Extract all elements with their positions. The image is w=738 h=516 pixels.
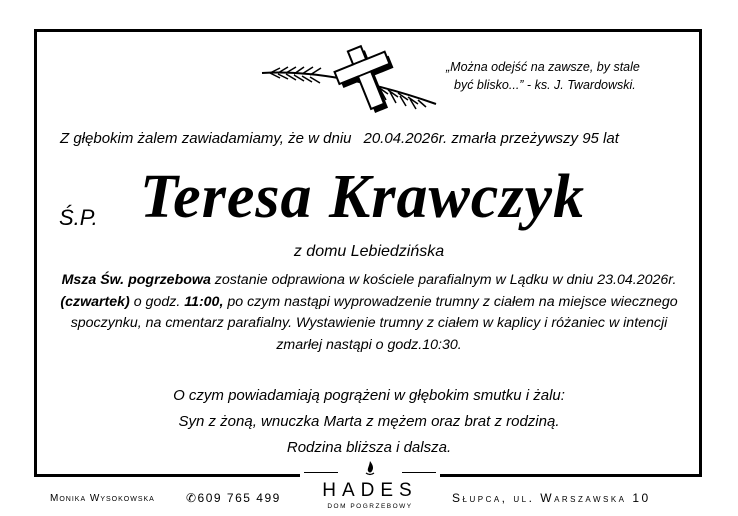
announcement [60, 130, 700, 147]
logo-line-left [304, 472, 338, 473]
mass-text-3: po czym nastąpi wyprowadzenie trumny z ciałem na miejsce wiecznego spoczynku, na cmentarz parafialny. Wystawienie trumny z ciałem w kaplicy i różaniec w intencji zmarłej nastąpi o godz.10:30. [70, 293, 678, 353]
mass-info [56, 270, 682, 356]
mourners-line-3: Rodzina bliższa i dalsza. [286, 439, 452, 456]
mass-text-1: zostanie odprawiona w kościele parafialnym w Lądku w dniu 23.04.2026r. [210, 272, 677, 288]
name-prefix: Ś.P. [59, 205, 98, 230]
flame-icon [364, 460, 376, 476]
quote-line-1: „Można odejść na zawsze, by stale [446, 60, 640, 74]
quote-line-2: być blisko...” - ks. J. Twardowski. [454, 78, 636, 92]
quote [446, 58, 681, 94]
contact-phone: ✆609 765 499 [186, 491, 281, 505]
mass-time: 11:00, [184, 293, 224, 310]
logo-line-right [402, 472, 436, 473]
logo-brand: HADES [322, 480, 418, 501]
mourners-line-2: Syn z żoną, wnuczka Marta z mężem oraz brat z rodziną. [178, 413, 560, 430]
deceased-name: Teresa Krawczyk [140, 163, 585, 231]
funeral-home-logo [300, 460, 440, 516]
contact-name: Monika Wysokowska [50, 493, 155, 504]
announcement-date: 20.04.2026r. zmarła przeżywszy 95 lat [363, 130, 619, 147]
maiden-name: z domu Lebiedzińska [293, 243, 445, 260]
mourners-line-1: O czym powiadamiają pogrążeni w głębokim smutku i żalu: [173, 387, 565, 404]
mass-text-2: o godz. [129, 293, 185, 310]
cross-with-palm-icon [258, 40, 440, 116]
logo-subtitle: DOM POGRZEBOWY [327, 503, 413, 510]
mourners [0, 383, 738, 461]
mass-label: Msza Św. pogrzebowa [61, 272, 211, 288]
announcement-text: Z głębokim żalem zawiadamiamy, że w dniu [60, 130, 352, 147]
mass-day: (czwartek) [60, 293, 130, 310]
funeral-home-address: Słupca, ul. Warszawska 10 [452, 491, 651, 505]
